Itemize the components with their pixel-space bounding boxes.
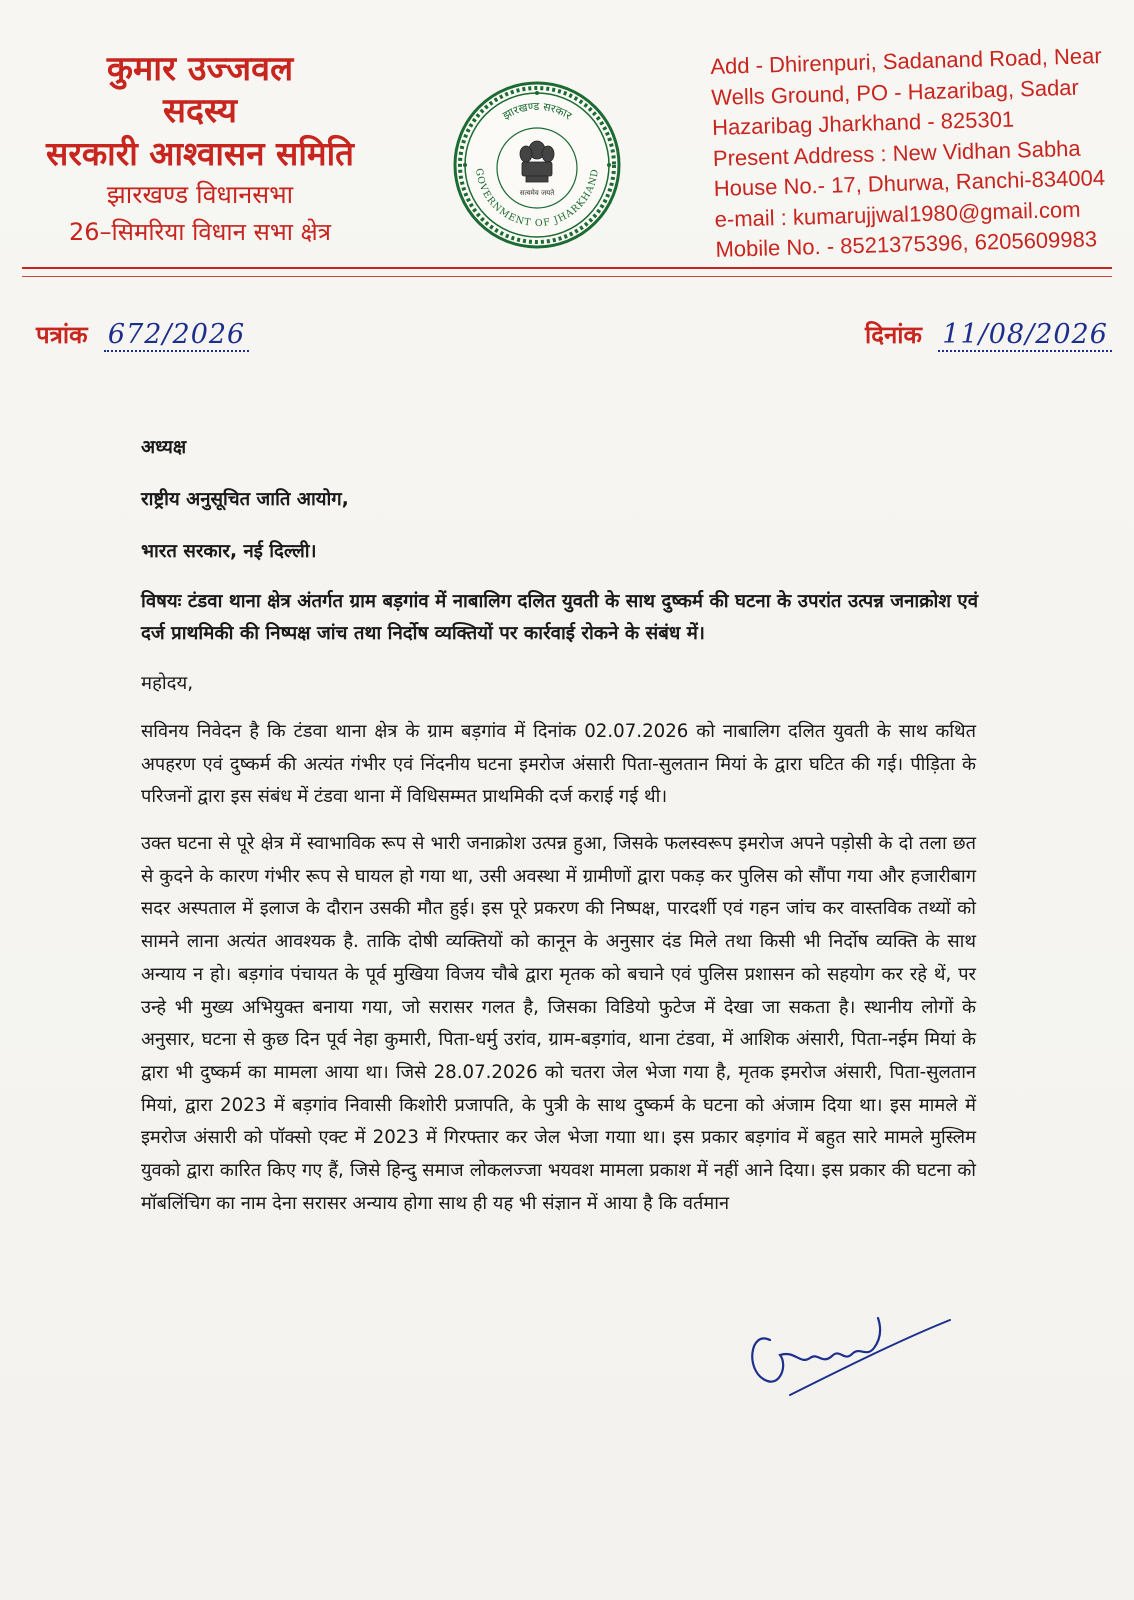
- date-value: 11/08/2026: [938, 319, 1112, 352]
- sender-constituency: 26–सिमरिया विधान सभा क्षेत्र: [68, 218, 331, 246]
- header-divider: [22, 267, 1112, 269]
- svg-text:सत्यमेव जयते: सत्यमेव जयते: [519, 189, 555, 197]
- salutation: महोदय,: [141, 673, 194, 694]
- sender-name: कुमार उज्जवल: [106, 49, 294, 89]
- sender-committee: सरकारी आश्वासन समिति: [46, 134, 354, 173]
- letter-reference: [36, 318, 249, 351]
- present-address-line: House No.- 17, Dhurwa, Ranchi-834004: [713, 165, 1106, 201]
- date-label: दिनांक: [865, 321, 922, 349]
- letterhead-contact-block: [710, 41, 1126, 266]
- mobile-line: Mobile No. - 8521375396, 6205609983: [715, 226, 1098, 262]
- letterhead-sender-block: [30, 48, 370, 250]
- body-paragraph: उक्त घटना से पूरे क्षेत्र में स्वाभाविक रूप से भारी जनाक्रोश उत्पन्न हुआ, जिसके फलस्वरूप इमरोज अपने पड़ोसी के दो तला छत से कुदने के कारण गंभीर रूप से घायल हो गया था, उसी अवस्था में ग्रामीणों द्वारा पकड़ कर पुलिस को सौंपा गया और हजारीबाग सदर अस्पताल में इलाज के दौरान उसकी मौत हुई। इस पूरे प्रकरण की निष्पक्ष, पारदर्शी एवं गहन जांच कर वास्तविक तथ्यों को सामने लाना अत्यंत आवश्यक है. ताकि दोषी व्यक्तियों को कानून के अनुसार दंड मिले तथा किसी भी निर्दोष व्यक्ति के साथ अन्याय न हो। बड़गांव पंचायत के पूर्व मुखिया विजय चौबे द्वारा मृतक को बचाने एवं पुलिस प्रशासन को सहयोग कर रहे थें, पर उन्हे भी मुख्य अभियुक्त बनाया गया, जो सरासर गलत है, जिसका विडियो फुटेज में देखा जा सकता है। स्थानीय लोगों के अनुसार, घटना से कुछ दिन पूर्व नेहा कुमारी, पिता-धर्मु उरांव, ग्राम-बड़गांव, थाना टंडवा, में आशिक अंसारी, पिता-नईम मियां के द्वारा भी दुष्कर्म का मामला आया था। जिसे 28.07.2026 को चतरा जेल भेजा गया है, मृतक इमरोज अंसारी, पिता-सुलतान मियां, द्वारा 2023 में बड़गांव निवासी किशोरी प्रजापति, के पुत्री के साथ दुष्कर्म के घटना को अंजाम दिया था। इस मामले में इमरोज अंसारी को पॉक्सो एक्ट में 2023 में गिरफ्तार कर जेल भेजा गयाा था। इस प्रकार बड़गांव में बहुत सारे मामले मुस्लिम युवको द्वारा कारित किए गए हैं, जिसे हिन्दु समाज लोकलज्जा भयवश मामला प्रकाश में नहीं आने दिया। इस प्रकार की घटना को मॉबलिंचिग का नाम देना सरासर अन्याय होगा साथ ही यह भी संज्ञान में आया है कि वर्तमान: [141, 833, 976, 1214]
- letter-subject: विषयः टंडवा थाना क्षेत्र अंतर्गत ग्राम बड़गांव में नाबालिग दलित युवती के साथ दुष्कर्म की घटना के उपरांत उत्पन्न जनाक्रोश एवं दर्ज प्राथमिकी की निष्पक्ष जांच तथा निर्दोष व्यक्तियों पर कार्रवाई रोकने के संबंध में।: [141, 591, 979, 644]
- header-divider: [22, 276, 1112, 277]
- reference-label: पत्रांक: [36, 321, 88, 349]
- reference-number: 672/2026: [104, 319, 249, 352]
- addressee-organization: राष्ट्रीय अनुसूचित जाति आयोग,: [141, 489, 349, 510]
- email-line: e-mail : kumarujjwal1980@gmail.com: [714, 196, 1081, 232]
- svg-text:झारखण्ड सरकार: झारखण्ड सरकार: [500, 99, 574, 123]
- government-seal-icon: [452, 80, 622, 250]
- addressee-location: भारत सरकार, नई दिल्ली।: [141, 541, 317, 562]
- body-paragraph: सविनय निवेदन है कि टंडवा थाना क्षेत्र के ग्राम बड़गांव में दिनांक 02.07.2026 को नाबालिग दलित युवती के साथ कथित अपहरण एवं दुष्कर्म की अत्यंत गंभीर एवं निंदनीय घटना इमरोज अंसारी पिता-सुलतान मियां के द्वारा घटित की गई। पीड़िता के परिजनों द्वारा इस संबंध में टंडवा थाना में विधिसम्मत प्राथमिकी दर्ज कराई गई थी।: [141, 721, 976, 808]
- present-address-line: Present Address : New Vidhan Sabha: [712, 135, 1081, 171]
- addressee-title: अध्यक्ष: [141, 437, 187, 458]
- svg-text:GOVERNMENT OF JHARKHAND: GOVERNMENT OF JHARKHAND: [472, 167, 602, 230]
- sender-role: सदस्य: [163, 91, 237, 131]
- address-line: Add - Dhirenpuri, Sadanand Road, Near: [710, 43, 1102, 79]
- sender-assembly: झारखण्ड विधानसभा: [106, 180, 294, 209]
- address-line: Wells Ground, PO - Hazaribag, Sadar: [710, 74, 1080, 110]
- address-line: Hazaribag Jharkhand - 825301: [711, 106, 1015, 140]
- letter-date: [865, 318, 1112, 351]
- handwritten-signature: [740, 1270, 980, 1410]
